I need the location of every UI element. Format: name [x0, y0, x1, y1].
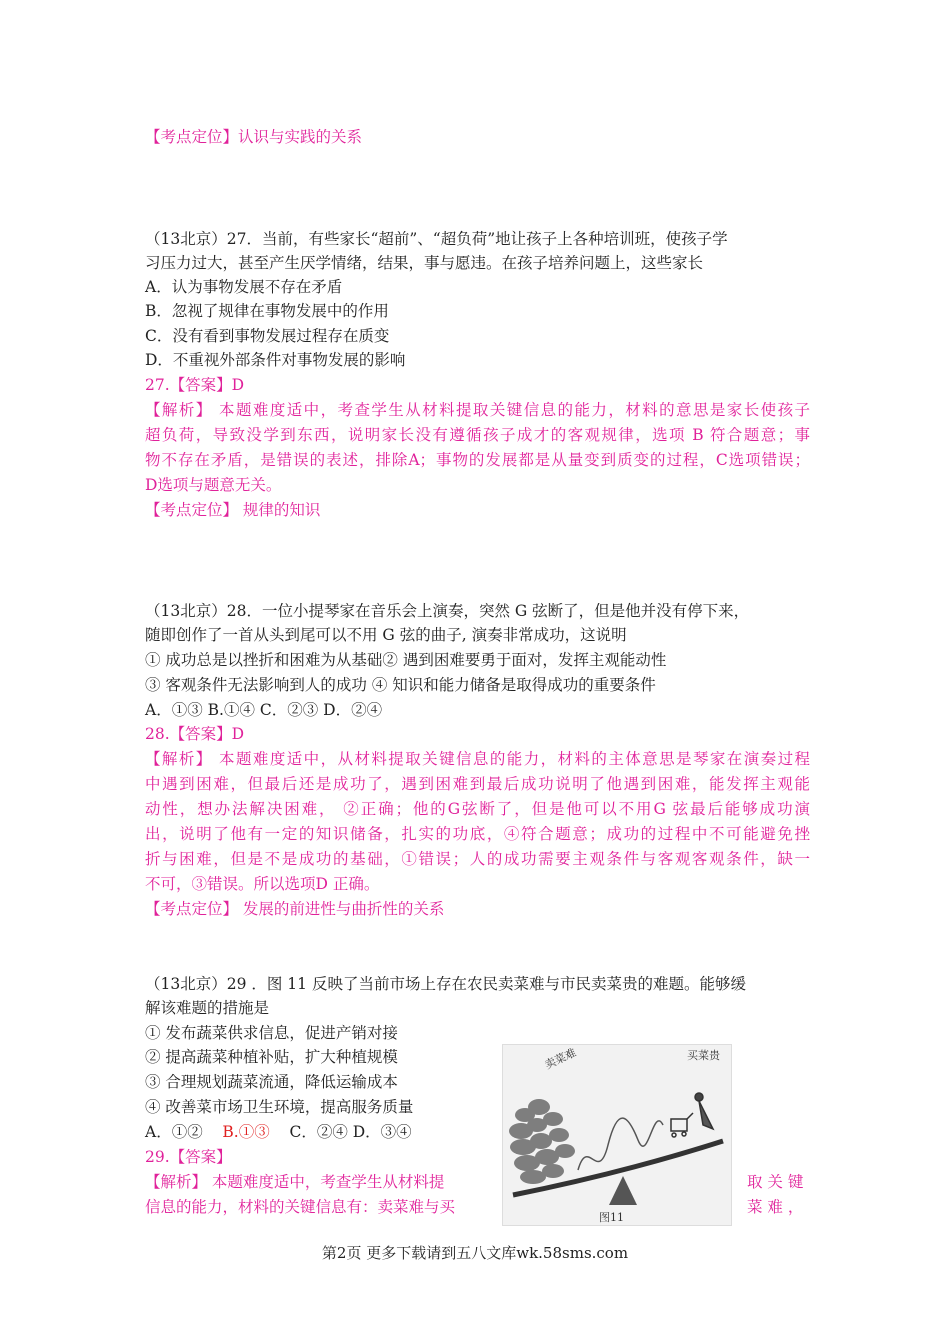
- q29-analysis-line2-left: 信息的能力，材料的关键信息有：卖菜难与买: [145, 1198, 456, 1216]
- q28-analysis-line6: 不可，③错误。所以选项D 正确。: [145, 875, 380, 893]
- q29-answer: 29.【答案】: [145, 1148, 232, 1166]
- q27-option-a: A．认为事物发展不存在矛盾: [145, 278, 343, 296]
- q28-analysis-line4: 出，说明了他有一定的知识储备，扎实的功底，④符合题意；成功的过程中不可能避免挫: [145, 825, 810, 843]
- vegetable-pile: [509, 1099, 575, 1184]
- seesaw-fulcrum: [609, 1176, 637, 1205]
- figure-caption: 图11: [599, 1211, 624, 1224]
- q29-option-4: ④ 改善菜市场卫生环境，提高服务质量: [145, 1098, 414, 1116]
- q28-choices: A．①③ B.①④ C．②③ D．②④: [145, 701, 383, 719]
- q27-analysis-line2: 超负荷，导致没学到东西，说明家长没有遵循孩子成才的客观规律，选项 B 符合题意；事: [145, 426, 810, 444]
- q28-analysis-line5: 折与困难，但是不是成功的基础，①错误；人的成功需要主观条件与客观客观条件，缺一: [145, 850, 810, 868]
- q29-choice-b: B.①③: [222, 1123, 270, 1141]
- q27-answer: 27.【答案】D: [145, 376, 245, 394]
- q29-analysis-line1-left: 【解析】 本题难度适中，考查学生从材料提: [145, 1173, 445, 1191]
- q27-analysis-line3: 物不存在矛盾，是错误的表述，排除A；事物的发展都是从量变到质变的过程，C选项错误；: [145, 451, 810, 469]
- kaodian-q26: 【考点定位】认识与实践的关系: [145, 128, 363, 146]
- q29-stem-line2: 解该难题的措施是: [145, 999, 270, 1017]
- figure-11: [502, 1044, 732, 1226]
- q27-option-c: C．没有看到事物发展过程存在质变: [145, 327, 390, 345]
- q28-stem-line1: （13北京）28．一位小提琴家在音乐会上演奏，突然 G 弦断了，但是他并没有停下来，: [145, 602, 750, 620]
- q29-option-1: ① 发布蔬菜供求信息，促进产销对接: [145, 1024, 398, 1042]
- q29-choice-c-d: C．②④ D．③④: [289, 1123, 412, 1141]
- q29-option-2: ② 提高蔬菜种植补贴，扩大种植规模: [145, 1048, 398, 1066]
- q27-option-b: B．忽视了规律在事物发展中的作用: [145, 302, 389, 320]
- q27-stem-line1: （13北京）27．当前，有些家长“超前”、“超负荷”地让孩子上各种培训班，使孩子学: [145, 230, 728, 248]
- q27-stem-line2: 习压力过大，甚至产生厌学情绪，结果，事与愿违。在孩子培养问题上，这些家长: [145, 254, 704, 272]
- shopper-with-cart: [671, 1093, 713, 1137]
- q29-stem-line1: （13北京）29 ．图 11 反映了当前市场上存在农民卖菜难与市民卖菜贵的难题。能够缓: [145, 975, 746, 993]
- q27-analysis-line4: D选项与题意无关。: [145, 476, 282, 494]
- q28-options-1-2: ① 成功总是以挫折和困难为从基础② 遇到困难要勇于面对，发挥主观能动性: [145, 651, 667, 669]
- q28-answer: 28.【答案】D: [145, 725, 245, 743]
- figure-11-illustration: [503, 1045, 731, 1225]
- q27-option-d: D．不重视外部条件对事物发展的影响: [145, 351, 406, 369]
- q27-analysis-line1: 【解析】 本题难度适中，考查学生从材料提取关键信息的能力，材料的意思是家长使孩子: [145, 401, 810, 419]
- figure-label-left: 卖菜难: [542, 1045, 579, 1072]
- q28-analysis-line3: 动性，想办法解决困难， ②正确；他的G弦断了，但是他可以不用G 弦最后能够成功演: [145, 800, 810, 818]
- kaodian-q28: 【考点定位】 发展的前进性与曲折性的关系: [145, 900, 445, 918]
- q29-analysis-line1-right: 取 关 键: [747, 1173, 804, 1191]
- q28-analysis-line1: 【解析】 本题难度适中，从材料提取关键信息的能力，材料的主体意思是琴家在演奏过程: [145, 750, 810, 768]
- q29-analysis-line2-right: 菜 难 ，: [747, 1198, 804, 1216]
- figure-label-right: 买菜贵: [687, 1049, 720, 1062]
- q29-choices: [145, 1120, 412, 1144]
- q28-options-3-4: ③ 客观条件无法影响到人的成功 ④ 知识和能力储备是取得成功的重要条件: [145, 676, 656, 694]
- q28-stem-line2: 随即创作了一首从头到尾可以不用 G 弦的曲子, 演奏非常成功，这说明: [145, 626, 627, 644]
- kaodian-q27: 【考点定位】 规律的知识: [145, 501, 321, 519]
- q29-option-3: ③ 合理规划蔬菜流通，降低运输成本: [145, 1073, 398, 1091]
- q29-choice-a: A．①②: [145, 1123, 203, 1141]
- page-footer: 第2页 更多下载请到五八文库wk.58sms.com: [321, 1244, 629, 1262]
- q28-analysis-line2: 中遇到困难，但最后还是成功了，遇到困难到最后成功说明了他遇到困难，能发挥主观能: [145, 775, 810, 793]
